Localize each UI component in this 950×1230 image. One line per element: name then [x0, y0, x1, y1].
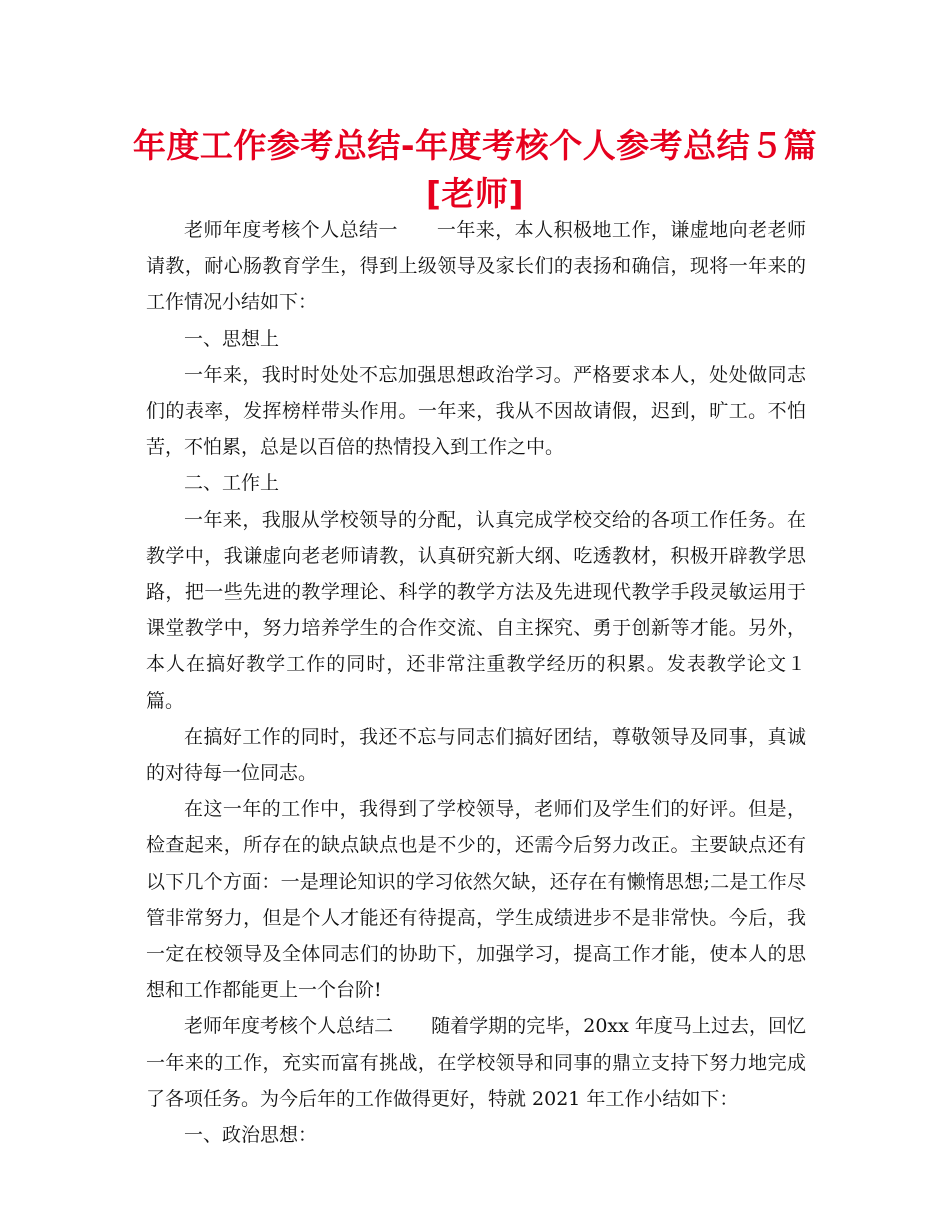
- document-title: [120, 122, 830, 218]
- paragraph-shortcomings: 在这一年的工作中，我得到了学校领导，老师们及学生们的好评。但是，检查起来，所存在的缺点缺点也是不少的，还需今后努力改正。主要缺点还有以下几个方面：一是理论知识的学习依然欠缺，还存在有懒惰思想;二是工作尽管非常努力，但是个人才能还有待提高，学生成绩进步不是非常快。今后，我一定在校领导及全体同志们的协助下，加强学习，提高工作才能，使本人的思想和工作都能更上一个台阶!: [146, 798, 806, 1002]
- paragraph-thought: 一年来，我时时处处不忘加强思想政治学习。严格要求本人，处处做同志们的表率，发挥榜样带头作用。一年来，我从不因故请假，迟到，旷工。不怕苦，不怕累，总是以百倍的热情投入到工作之中。: [146, 363, 806, 459]
- heading-political-thought: 一、政治思想：: [184, 1124, 318, 1147]
- heading-work: 二、工作上: [184, 472, 280, 495]
- title-line-2: [老师]: [425, 174, 525, 213]
- paragraph-work: 一年来，我服从学校领导的分配，认真完成学校交给的各项工作任务。在教学中，我谦虚向老老师请教，认真研究新大纲、吃透教材，积极开辟教学思路，把一些先进的教学理论、科学的教学方法及先进现代教学手段灵敏运用于课堂教学中，努力培养学生的合作交流、自主探究、勇于创新等才能。另外，本人在搞好教学工作的同时，还非常注重教学经历的积累。发表教学论文１篇。: [146, 508, 806, 712]
- heading-thought: 一、思想上: [184, 327, 280, 350]
- paragraph-summary-one-intro: 老师年度考核个人总结一 一年来，本人积极地工作，谦虚地向老老师请教，耐心肠教育学生，得到上级领导及家长们的表扬和确信，现将一年来的工作情况小结如下：: [146, 219, 806, 314]
- paragraph-unity: 在搞好工作的同时，我还不忘与同志们搞好团结，尊敬领导及同事，真诚的对待每一位同志。: [146, 725, 806, 785]
- paragraph-summary-two-intro: 老师年度考核个人总结二 随着学期的完毕，20xx 年度马上过去，回忆一年来的工作，充实而富有挑战，在学校领导和同事的鼎立支持下努力地完成了各项任务。为今后年的工作做得更好，特就 2021 年工作小结如下：: [146, 1015, 806, 1110]
- document-body: [146, 212, 806, 1153]
- title-line-1: 年度工作参考总结-年度考核个人参考总结５篇: [132, 126, 818, 165]
